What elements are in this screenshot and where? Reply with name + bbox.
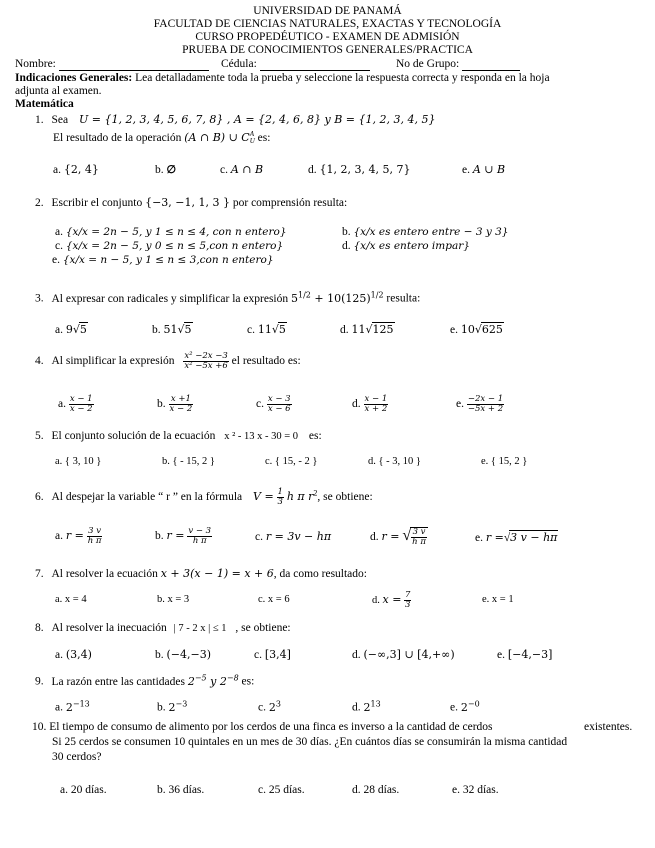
option-label: e. [481, 456, 489, 467]
option-text: 28 días. [363, 784, 400, 796]
q5-question-text: El conjunto solución de la ecuación [51, 430, 216, 442]
option-label: a. [55, 701, 63, 714]
power-base: 2 [460, 700, 468, 714]
q1-tail: es: [257, 132, 271, 144]
q8-number: 8. [35, 622, 44, 634]
q10-option-b[interactable] [157, 784, 204, 796]
option-radical: 11√5 [257, 323, 286, 336]
q6-tail: , se obtiene: [317, 491, 373, 504]
q1-question [53, 131, 270, 145]
option-radical [410, 527, 428, 547]
option-label: e. [475, 532, 483, 544]
numerator: x +1 [169, 395, 194, 405]
denominator: h π [412, 537, 426, 547]
q1-option-e[interactable] [462, 163, 505, 176]
q8-tail: , se obtiene: [235, 622, 291, 634]
denominator: h π [192, 536, 207, 546]
q9-option-c[interactable] [258, 699, 281, 714]
q2-option-b[interactable] [342, 226, 508, 238]
q2-option-a[interactable] [55, 226, 287, 238]
section-title: Matemática [15, 98, 74, 110]
power-exp: 3 [275, 699, 281, 708]
q4-option-b[interactable] [157, 395, 193, 414]
option-lhs: r = [65, 529, 84, 543]
option-text: { 15, - 2 } [274, 456, 318, 467]
option-label: c. [265, 456, 273, 467]
q3-expression [291, 292, 384, 305]
option-text: A ∩ B [230, 163, 264, 176]
option-label: b. [157, 398, 166, 411]
numerator: x − 3 [267, 394, 291, 404]
group-field[interactable] [396, 58, 520, 71]
q6-option-d[interactable]: d. r = √ $\frac{3 v}{\text{h π}}$ [370, 527, 426, 547]
option-text: {x/x = n − 5, y 1 ≤ n ≤ 3,con n entero} [62, 254, 274, 266]
q2-option-d[interactable] [342, 240, 470, 252]
option-label: c. [258, 784, 266, 796]
option-power [461, 701, 480, 714]
q6-option-c[interactable] [255, 530, 331, 543]
q1-sub: U [249, 137, 255, 146]
option-label: d. [308, 164, 317, 176]
option-label: b. [162, 456, 170, 467]
option-fraction [267, 395, 292, 414]
q8-inequality: | 7 - 2 x | ≤ 1 [173, 623, 227, 634]
q4-fraction [183, 352, 228, 371]
q1-option-c[interactable] [220, 163, 263, 176]
option-fraction [411, 528, 427, 547]
option-text: {x/x es entero entre − 3 y 3} [353, 226, 509, 238]
q1-lead [35, 113, 435, 126]
radicand: 625 [481, 323, 503, 336]
radical-coef: 51 [163, 323, 178, 336]
q3-option-a[interactable] [55, 322, 88, 336]
q6-fraction [277, 488, 284, 507]
option-label: b. [152, 324, 161, 336]
option-label: e. [450, 324, 458, 336]
radical-coef: 10 [460, 323, 475, 336]
q8-option-d[interactable] [352, 648, 455, 661]
option-label: a. [55, 530, 63, 543]
option-label: b. [157, 594, 165, 605]
denominator: −5x + 2 [467, 404, 504, 414]
option-label: d. [340, 324, 349, 336]
option-label: b. [342, 226, 351, 238]
q4-option-d[interactable] [352, 395, 388, 414]
cedula-label: Cédula: [221, 58, 257, 70]
option-label: b. [157, 701, 166, 714]
radicand: 125 [372, 323, 394, 336]
option-power [169, 701, 188, 714]
cedula-field[interactable] [221, 58, 370, 71]
numerator: x − 1 [69, 394, 93, 404]
option-label: b. [155, 530, 164, 543]
option-label: c. [258, 701, 266, 714]
denominator: x − 6 [267, 404, 291, 414]
q6-frac-num: 1 [277, 487, 283, 497]
q1-number: 1. [35, 114, 44, 126]
q5-option-e[interactable] [481, 456, 527, 467]
q3-question [35, 290, 420, 305]
option-label: d. [352, 398, 361, 411]
q1-sets: U = {1, 2, 3, 4, 5, 6, 7, 8} , A = {2, 4, 6, 8} y B = {1, 2, 3, 4, 5} [78, 113, 436, 126]
option-text: 32 días. [462, 784, 499, 796]
option-label: e. [482, 594, 490, 605]
option-label: a. [60, 784, 68, 796]
q10-option-a[interactable] [60, 784, 107, 796]
option-text: x = 1 [491, 594, 514, 605]
q9-exp2: −8 [226, 673, 239, 682]
q8-option-e[interactable] [497, 648, 552, 661]
option-label: c. [258, 594, 266, 605]
option-text: x = 4 [64, 594, 87, 605]
option-fraction [169, 395, 194, 414]
option-label: e. [462, 164, 470, 176]
option-label: e. [456, 398, 464, 411]
q2-set: {−3, −1, 1, 3 } [145, 196, 230, 209]
q6-question [35, 488, 373, 507]
q3-question-text: Al expresar con radicales y simplificar la expresión [51, 292, 289, 305]
q10-number: 10. [32, 721, 47, 733]
option-radical: 9√5 [65, 323, 87, 336]
q9-exp1: −5 [194, 673, 207, 682]
q6-question-text: Al despejar la variable “ r ” en la fórmula [51, 491, 243, 504]
q6-formula-sup: 2 [313, 488, 318, 498]
option-fraction [69, 395, 94, 414]
denominator: x − 2 [169, 404, 193, 414]
q5-option-c[interactable] [265, 456, 317, 467]
q2-question [35, 196, 347, 209]
option-text: 36 días. [168, 784, 205, 796]
option-fraction [467, 395, 504, 414]
option-label: d. [370, 531, 379, 544]
radical-coef: 9 [65, 323, 73, 336]
option-text: { - 15, 2 } [172, 456, 215, 467]
q4-option-a[interactable] [58, 395, 94, 414]
option-label: a. [55, 649, 63, 661]
power-base: 2 [268, 700, 276, 714]
q7-option-c[interactable] [258, 594, 290, 605]
denominator: x − 2 [69, 404, 93, 414]
q6-number: 6. [35, 491, 44, 504]
q4-question-text: Al simplificar la expresión [51, 355, 175, 368]
test-title: PRUEBA DE CONOCIMIENTOS GENERALES/PRACTICA [182, 44, 473, 56]
q7-option-b[interactable] [157, 594, 189, 605]
numerator: 7 [405, 590, 411, 600]
option-label: c. [247, 324, 255, 336]
q5-option-b[interactable] [162, 456, 215, 467]
option-label: c. [255, 531, 263, 543]
option-label: a. [55, 594, 63, 605]
option-text: (−4,−3) [166, 648, 212, 661]
option-text: x = 3 [167, 594, 190, 605]
q9-number: 9. [35, 675, 44, 688]
q3-number: 3. [35, 292, 44, 305]
denominator: h π [87, 536, 102, 546]
option-text: 25 días. [268, 784, 305, 796]
option-label: a. [58, 398, 66, 411]
option-power [66, 701, 90, 714]
q2-option-c[interactable] [55, 240, 283, 252]
option-label: a. [53, 164, 61, 176]
q1-complement-scripts [250, 131, 255, 145]
group-label: No de Grupo: [396, 58, 460, 70]
q1-operation: (A ∩ B) ∪ C [184, 131, 250, 144]
option-label: c. [256, 398, 264, 411]
q3-base: 5 [291, 291, 298, 305]
instructions-label: Indicaciones Generales: [15, 72, 133, 84]
option-power [269, 701, 281, 714]
q9-expression [188, 675, 239, 688]
q9-base1: 2 [187, 674, 195, 688]
option-label: a. [55, 456, 63, 467]
option-label: d. [352, 649, 361, 661]
q10-line1-end: existentes. [584, 721, 633, 733]
power-base: 2 [65, 700, 73, 714]
option-label: e. [452, 784, 460, 796]
q10-line1 [32, 721, 493, 733]
q7-tail: , da como resultado: [273, 568, 367, 580]
q9-mid: y 2 [206, 674, 227, 688]
q10-option-e[interactable] [452, 784, 499, 796]
q3-option-d[interactable] [340, 322, 395, 336]
q1-question-text: El resultado de la operación [53, 132, 182, 144]
numerator: 3 v [412, 527, 426, 537]
q7-option-d[interactable] [372, 591, 411, 610]
option-lhs: r = [381, 530, 400, 544]
q2-question-text: Escribir el conjunto [51, 197, 143, 209]
q4-tail: el resultado es: [231, 355, 301, 368]
q3-exp1: 1/2 [298, 290, 311, 299]
option-fraction [187, 527, 212, 546]
faculty-title: FACULTAD DE CIENCIAS NATURALES, EXACTAS Y TECNOLOGÍA [153, 18, 502, 30]
option-fraction [87, 527, 103, 546]
option-text: { 15, 2 } [490, 456, 528, 467]
q9-question-text: La razón entre las cantidades [51, 675, 185, 688]
q5-equation: x ² - 13 x - 30 = 0 [224, 431, 299, 442]
q7-option-e[interactable] [482, 594, 514, 605]
numerator: v − 3 [188, 526, 212, 536]
q4-question [35, 352, 301, 371]
option-lhs: r = [485, 531, 504, 544]
radicand: 5 [278, 323, 286, 336]
q9-option-e[interactable] [450, 699, 480, 714]
q4-number: 4. [35, 355, 44, 368]
instructions-line2: adjunta al examen. [15, 85, 102, 97]
q6-option-e[interactable]: e. r =√3 v − hπ [475, 531, 558, 544]
option-label: a. [55, 226, 63, 238]
q5-option-d[interactable] [368, 456, 421, 467]
q4-denominator: x² −5x +6 [184, 361, 228, 371]
instructions-line1 [15, 72, 550, 84]
power-exp: 13 [370, 699, 381, 708]
option-lhs: r = [166, 529, 185, 543]
option-text: {x/x = 2n − 5, y 0 ≤ n ≤ 5,con n entero} [65, 240, 284, 252]
option-label: d. [368, 456, 376, 467]
q5-option-a[interactable] [55, 456, 101, 467]
q1-option-d[interactable] [308, 163, 410, 176]
group-blank[interactable] [462, 58, 520, 71]
power-base: 2 [363, 700, 371, 714]
q2-option-e[interactable] [52, 254, 274, 266]
power-base: 2 [168, 700, 176, 714]
q7-option-a[interactable] [55, 594, 87, 605]
option-label: c. [254, 649, 262, 661]
option-label: b. [155, 164, 164, 176]
q9-option-a[interactable] [55, 699, 90, 714]
q2-number: 2. [35, 197, 44, 209]
option-radical: 51√5 [163, 323, 192, 336]
q7-number: 7. [35, 568, 44, 580]
name-blank[interactable] [59, 58, 209, 71]
radical-coef: 11 [257, 323, 272, 336]
q6-formula-rhs: h π r [286, 490, 314, 504]
option-label: e. [497, 649, 505, 661]
q8-option-b[interactable] [155, 648, 211, 661]
q9-option-b[interactable] [157, 699, 187, 714]
option-text: A ∪ B [472, 163, 506, 176]
option-text: ∅ [166, 163, 177, 176]
option-fraction [364, 395, 389, 414]
option-label: d. [352, 701, 361, 714]
option-text: [−4,−3] [507, 648, 553, 661]
q3-tail: resulta: [386, 292, 421, 305]
option-label: d. [372, 594, 380, 606]
option-label: c. [220, 164, 228, 176]
option-label: d. [352, 784, 361, 796]
power-exp: −3 [175, 699, 188, 708]
q10-line2: Si 25 cerdos se consumen 10 quintales en un mes de 30 días. ¿En cuántos días se consumirán la misma cantidad [52, 736, 568, 748]
q8-question-text: Al resolver la inecuación [51, 622, 167, 634]
q3-option-b[interactable] [152, 322, 193, 336]
q7-question-text: Al resolver la ecuación [51, 568, 158, 580]
option-text: 20 días. [70, 784, 107, 796]
option-text: (3,4) [65, 648, 92, 661]
q8-question [35, 622, 291, 634]
numerator: −2x − 1 [467, 394, 504, 404]
q8-option-c[interactable] [254, 648, 291, 661]
q8-option-a[interactable] [55, 648, 92, 661]
option-text: (−∞,3] ∪ [4,+∞) [363, 648, 455, 661]
numerator: x − 1 [364, 394, 388, 404]
option-label: b. [157, 784, 166, 796]
radical-coef: 11 [351, 323, 366, 336]
option-label: e. [450, 701, 458, 714]
q10-option-c[interactable] [258, 784, 305, 796]
denominator: x + 2 [364, 404, 388, 414]
q9-tail: es: [241, 675, 255, 688]
q6-option-a[interactable] [55, 527, 102, 546]
q2-tail: por comprensión resulta: [232, 197, 348, 209]
q9-option-d[interactable] [352, 699, 381, 714]
option-text: {x/x es entero impar} [353, 240, 470, 252]
option-label: a. [55, 324, 63, 336]
q1-option-a[interactable] [53, 163, 99, 176]
q6-option-b[interactable] [155, 527, 212, 546]
q6-frac-den: 3 [277, 497, 283, 507]
q10-line1-text: El tiempo de consumo de alimento por los cerdos de una finca es inverso a la cantidad de cerdos [49, 721, 493, 733]
option-power [364, 701, 381, 714]
option-label: c. [55, 240, 63, 252]
q3-exp2: 1/2 [370, 290, 384, 299]
q5-question [35, 430, 322, 442]
q10-option-d[interactable] [352, 784, 399, 796]
university-title: UNIVERSIDAD DE PANAMÁ [253, 5, 402, 17]
q1-sup: A [249, 130, 254, 139]
option-label: d. [342, 240, 351, 252]
q10-line3: 30 cerdos? [52, 751, 102, 763]
option-radical: 11√125 [351, 323, 394, 336]
q7-equation: x + 3(x − 1) = x + 6 [160, 567, 274, 580]
q7-question [35, 567, 367, 580]
option-text: {1, 2, 3, 4, 5, 7} [319, 163, 411, 176]
cedula-blank[interactable] [260, 58, 370, 71]
option-text: x = 6 [267, 594, 290, 605]
denominator: 3 [405, 600, 411, 610]
option-text: [3,4] [264, 648, 291, 661]
q5-tail: es: [308, 430, 322, 442]
option-text: {x/x = 2n − 5, y 1 ≤ n ≤ 4, con n entero} [65, 226, 287, 238]
q6-formula-lhs: V = [253, 490, 274, 504]
q3-option-c[interactable] [247, 322, 287, 336]
option-text: { - 3, 10 } [378, 456, 421, 467]
radicand: 5 [79, 323, 87, 336]
radicand: 5 [184, 323, 192, 336]
option-fraction [404, 591, 411, 610]
q3-option-e[interactable] [450, 322, 504, 336]
q4-option-e[interactable] [456, 395, 504, 414]
option-label: b. [155, 649, 164, 661]
course-title: CURSO PROPEDÉUTICO - EXAMEN DE ADMISIÓN [195, 31, 460, 43]
option-lhs: x = [382, 592, 402, 606]
instructions-text: Lea detalladamente toda la prueba y seleccione la respuesta correcta y responda en la hoja [135, 72, 550, 84]
name-field[interactable] [15, 58, 209, 71]
q9-question [35, 673, 254, 688]
power-exp: −0 [467, 699, 480, 708]
radicand: 3 v − hπ [510, 531, 558, 544]
q1-lead-word: Sea [51, 114, 69, 126]
option-text: r = 3v − hπ [265, 530, 332, 543]
option-label: e. [52, 254, 60, 266]
option-radical: 10√625 [460, 323, 503, 336]
power-exp: −13 [72, 699, 90, 708]
q5-number: 5. [35, 430, 44, 442]
option-text: { 3, 10 } [64, 456, 102, 467]
q1-option-b[interactable] [155, 163, 176, 176]
name-label: Nombre: [15, 58, 56, 70]
numerator: 3 v [88, 526, 102, 536]
option-text: {2, 4} [63, 163, 99, 176]
q4-option-c[interactable] [256, 395, 292, 414]
q4-numerator: x² −2x −3 [184, 351, 228, 361]
q3-term2: + 10(125) [310, 291, 371, 305]
